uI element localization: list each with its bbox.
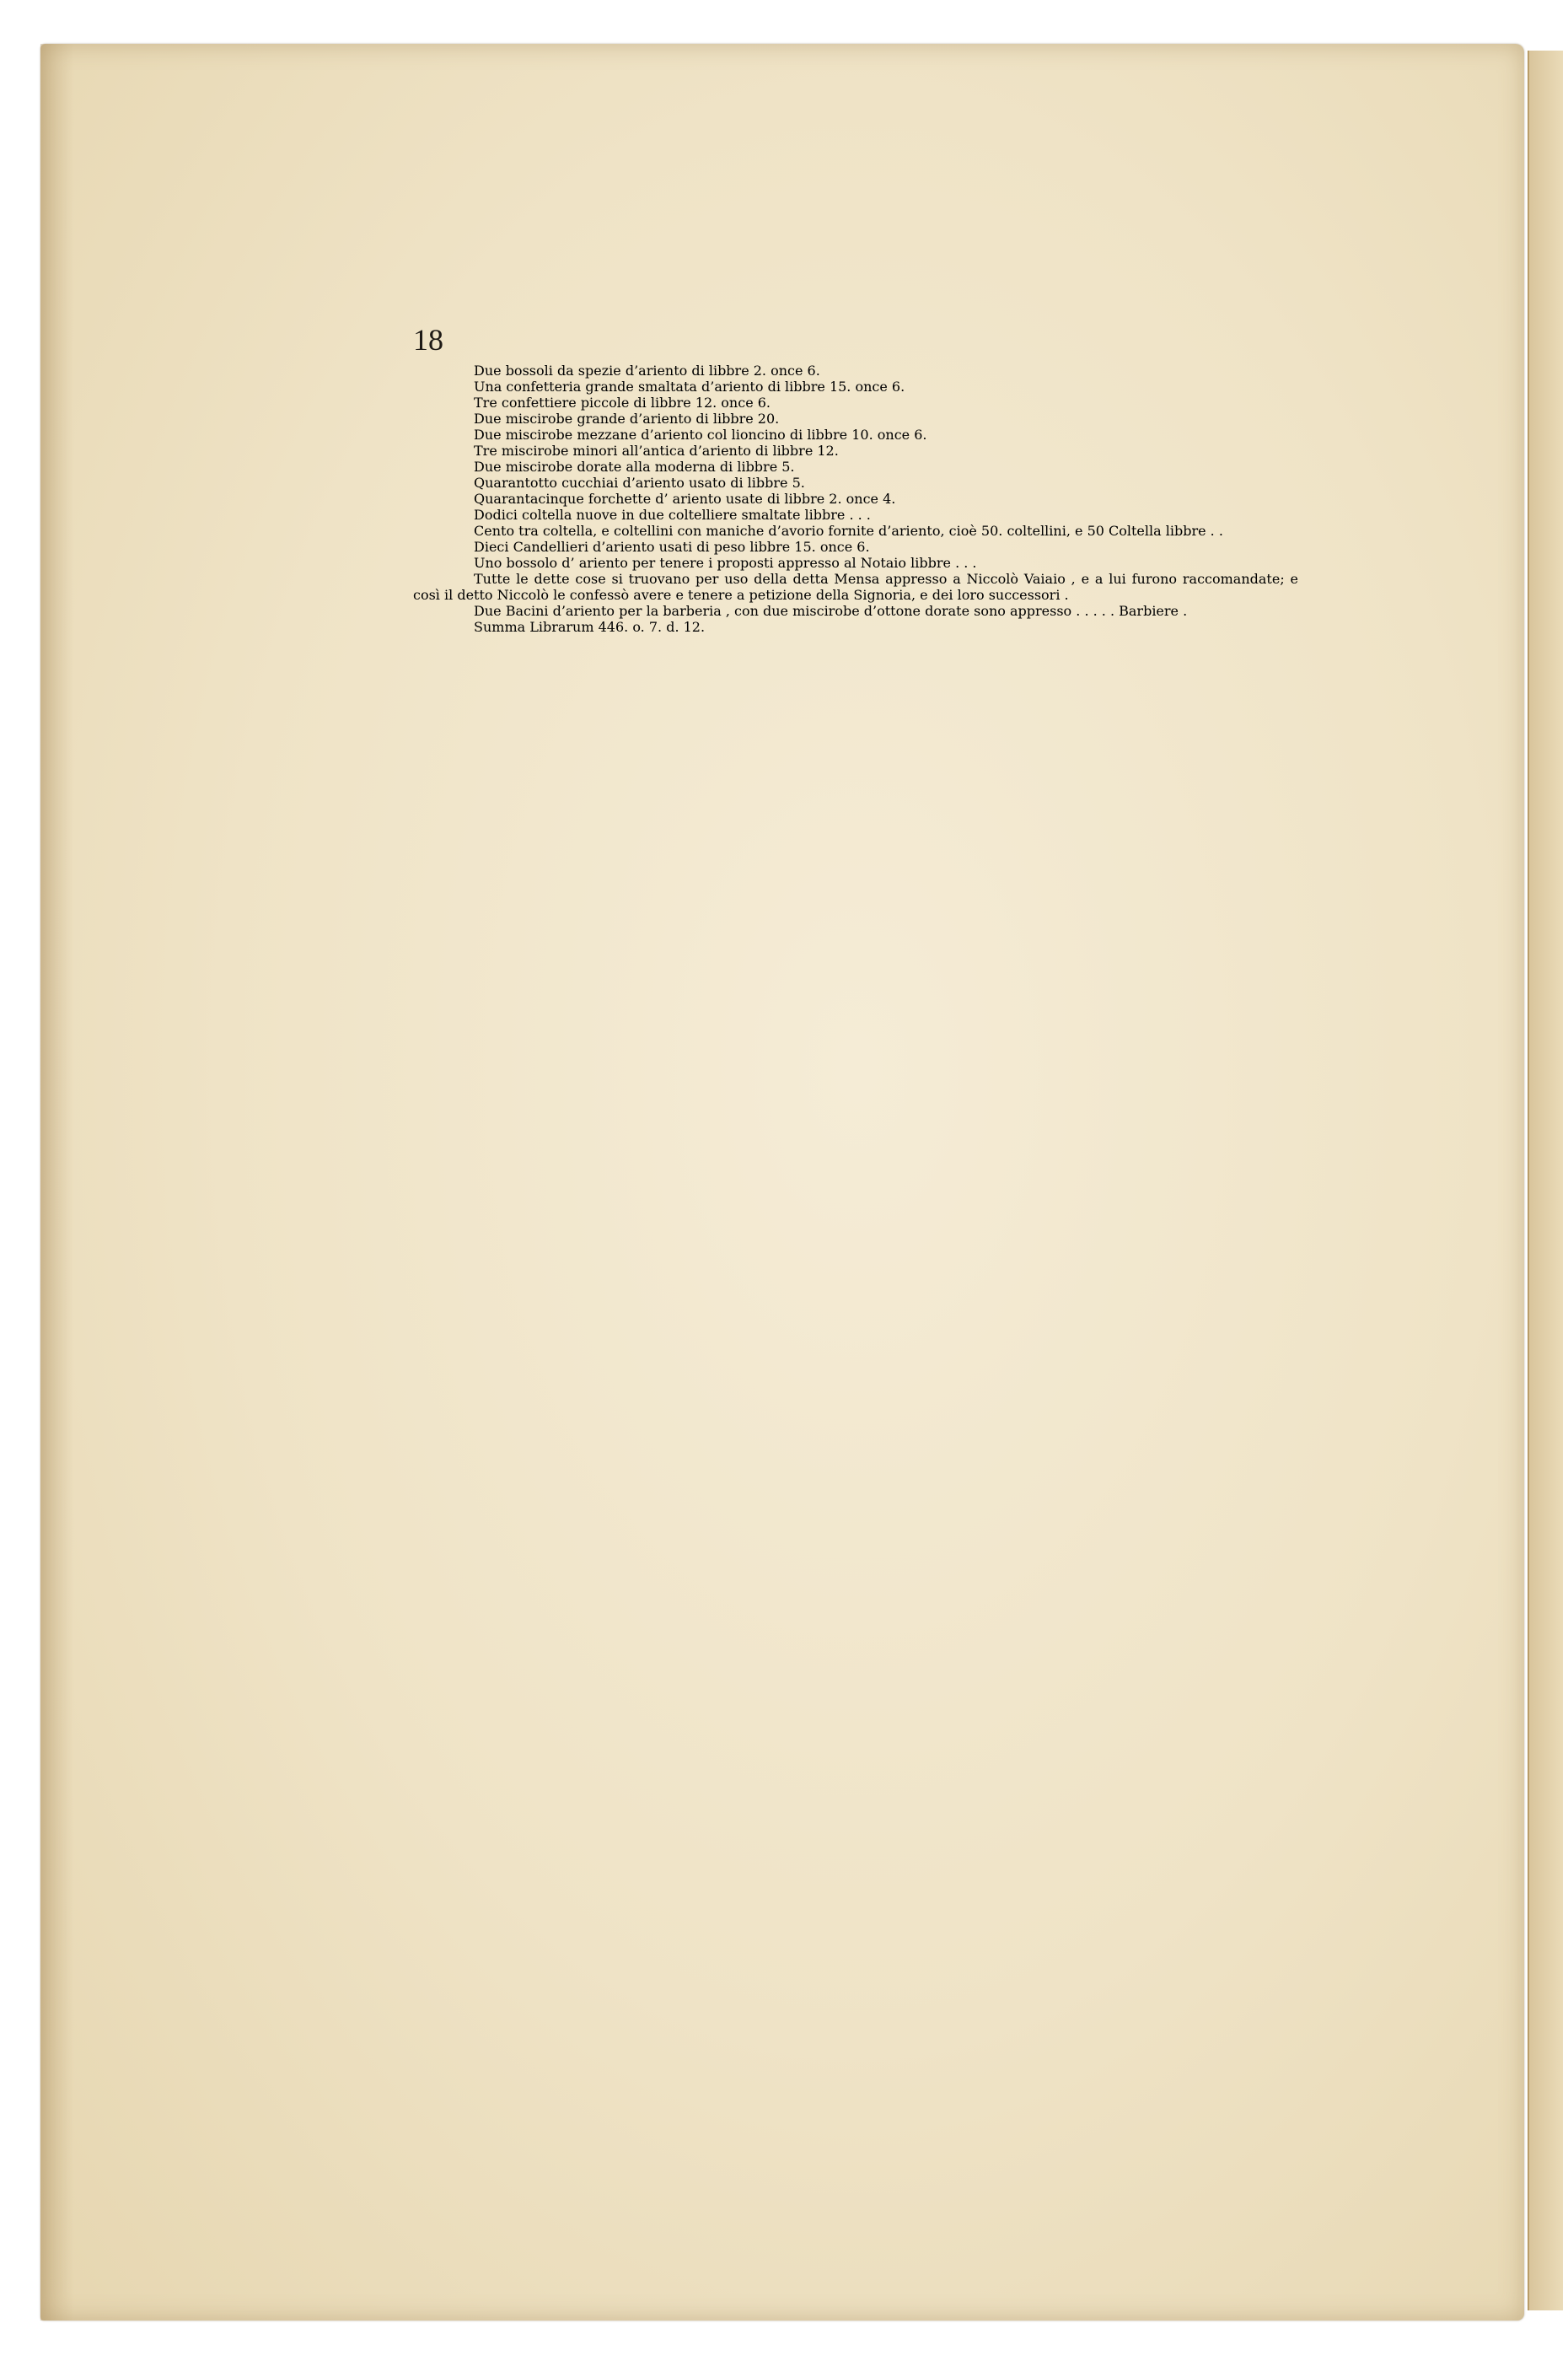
- inventory-entry: Quarantacinque forchette d’ ariento usate di libbre 2. once 4.: [474, 491, 896, 507]
- page-number: 18: [413, 323, 443, 357]
- inventory-entry: Due miscirobe dorate alla moderna di libbre 5.: [474, 459, 795, 475]
- inventory-entry: Tutte le dette cose si truovano per uso della detta Mensa appresso a Niccolò Vaiaio , e a lui furono raccomandate; e così il detto Niccolò le confessò avere e tenere a petizione della Signoria, e dei loro successori .: [413, 571, 1298, 603]
- inventory-entry: Cento tra coltella, e coltellini con maniche d’avorio fornite d’ariento, cioè 50. coltellini, e 50 Coltella libbre . .: [474, 523, 1223, 539]
- summa-line: Summa Librarum 446. o. 7. d. 12.: [474, 619, 706, 635]
- inventory-entry: Tre confettiere piccole di libbre 12. once 6.: [474, 395, 771, 411]
- inventory-entry: Quarantotto cucchiai d’ariento usato di libbre 5.: [474, 475, 805, 491]
- inventory-entry: Tre miscirobe minori all’antica d’ariento di libbre 12.: [474, 443, 839, 459]
- inventory-entry: Due Bacini d’ariento per la barberia , con due miscirobe d’ottone dorate sono appresso . . . . . Barbiere .: [474, 603, 1188, 619]
- inventory-entry: Due bossoli da spezie d’ariento di libbre 2. once 6.: [474, 363, 820, 379]
- inventory-entry: Dodici coltella nuove in due coltelliere smaltate libbre . . .: [474, 507, 871, 523]
- inventory-entry: Due miscirobe mezzane d’ariento col lioncino di libbre 10. once 6.: [474, 427, 927, 443]
- inventory-entry: Dieci Candellieri d’ariento usati di peso libbre 15. once 6.: [474, 539, 870, 555]
- inventory-entry: Una confetteria grande smaltata d’ariento di libbre 15. once 6.: [474, 379, 905, 395]
- inventory-entry: Due miscirobe grande d’ariento di libbre 20.: [474, 411, 780, 427]
- inventory-entry: Uno bossolo d’ ariento per tenere i proposti appresso al Notaio libbre . . .: [474, 555, 977, 571]
- inventory-text: [413, 363, 1298, 635]
- next-page-edge: [1528, 51, 1563, 2310]
